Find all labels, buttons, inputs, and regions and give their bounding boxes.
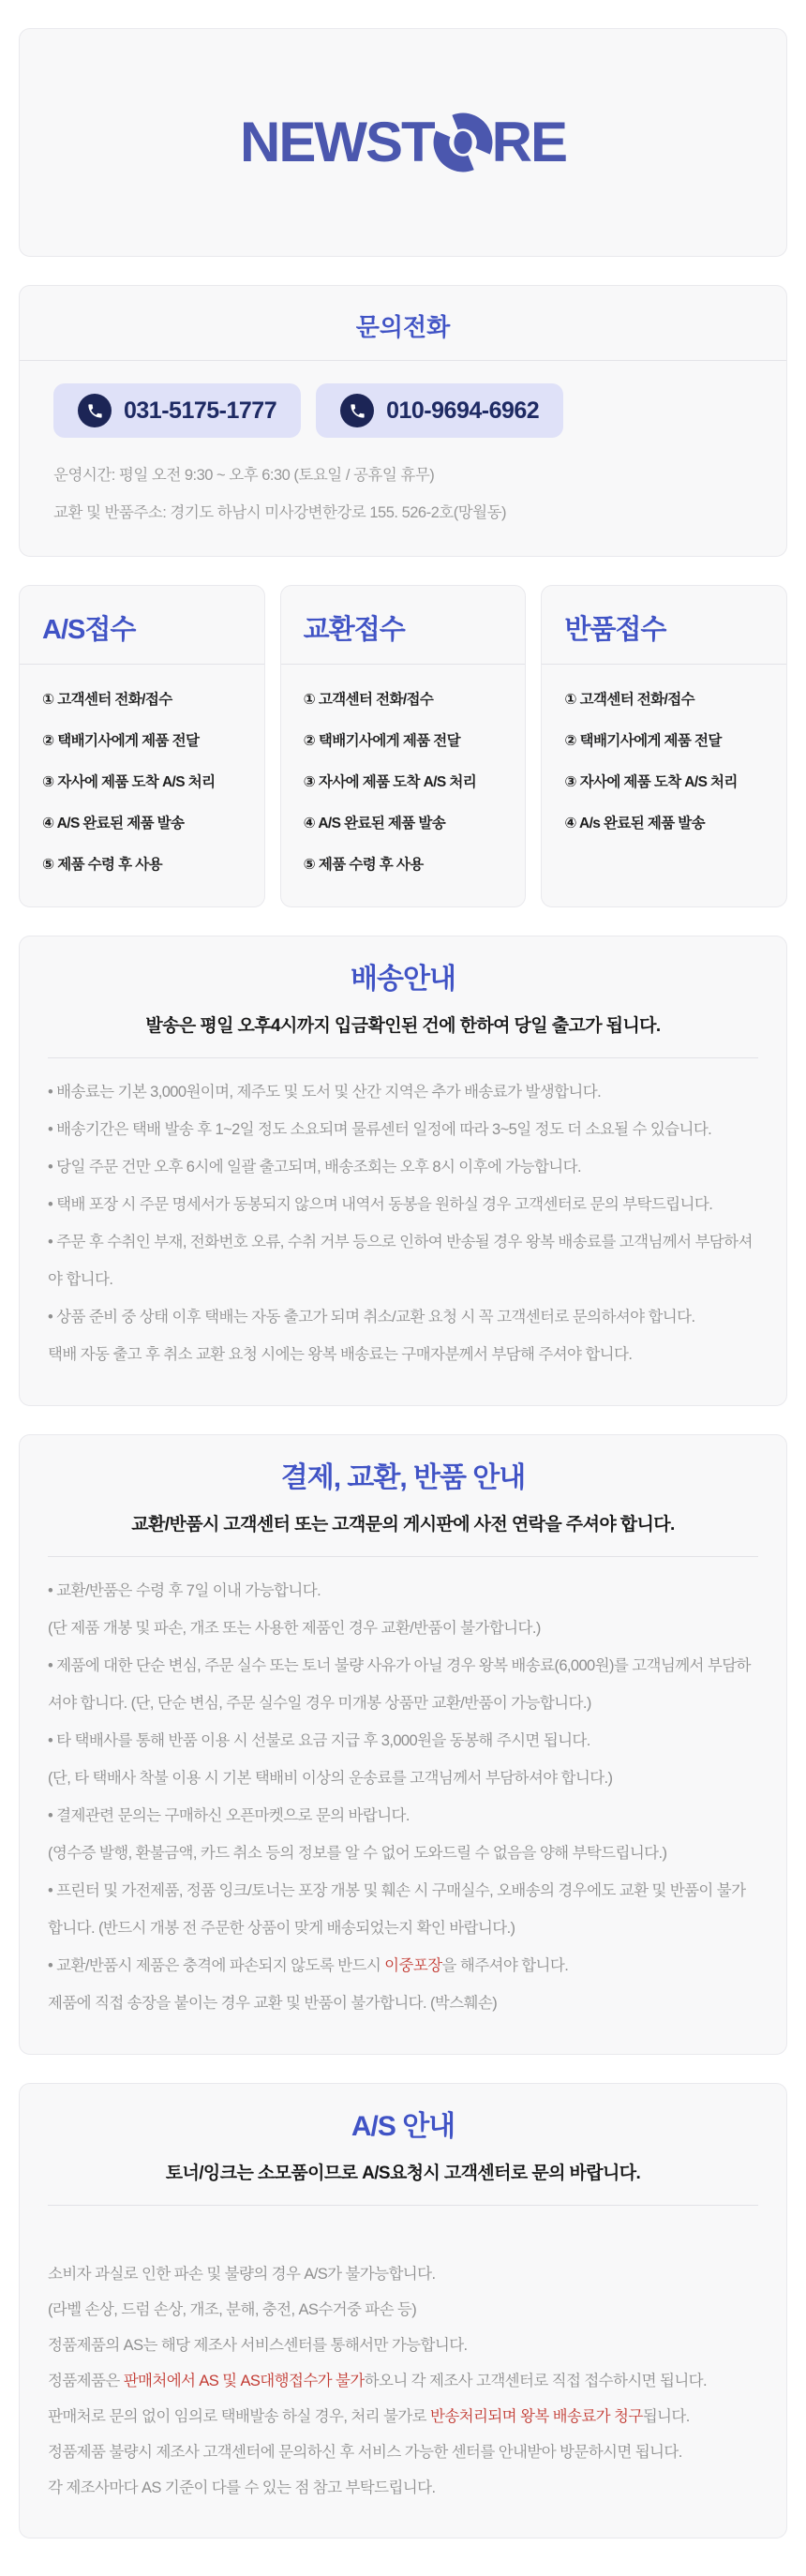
payment-guide-line: (단 제품 개봉 및 파손, 개조 또는 사용한 제품인 경우 교환/반품이 불가합니다.) (48, 1620, 541, 1637)
process-step: ④ A/S 완료된 제품 발송 (303, 816, 446, 831)
contact-body (20, 361, 786, 556)
logo-eye-o-icon (433, 112, 493, 172)
as-guide-line: 정품제품의 AS는 해당 제조사 서비스센터를 통해서만 가능합니다. (48, 2337, 468, 2354)
payment-guide-line: • 교환/반품은 수령 후 7일 이내 가능합니다. (48, 1582, 321, 1599)
payment-guide-line: • 교환/반품시 제품은 충격에 파손되지 않도록 반드시 이중포장을 해주셔야 합니다. (48, 1957, 569, 1974)
process-step: ⑤ 제품 수령 후 사용 (303, 857, 424, 873)
as-guide-card (19, 2083, 787, 2539)
as-guide-title: A/S 안내 (351, 2111, 455, 2142)
process-step: ③ 자사에 제품 도착 A/S 처리 (303, 774, 477, 790)
exchange-reception-steps (281, 665, 526, 906)
as-guide-inner (20, 2084, 786, 2538)
return-reception-title: 반품접수 (542, 586, 786, 665)
process-step: ② 택배기사에게 제품 전달 (303, 733, 461, 749)
process-step: ③ 자사에 제품 도착 A/S 처리 (42, 774, 216, 790)
as-reception-card (19, 585, 265, 907)
payment-guide-line: • 결제관련 문의는 구매하신 오픈마켓으로 문의 바랍니다. (48, 1807, 410, 1824)
payment-guide-inner (20, 1435, 786, 2054)
contact-title: 문의전화 (20, 286, 786, 361)
shipping-guide-line: • 당일 주문 건만 오후 6시에 일괄 출고되며, 배송조회는 오후 8시 이후에 가능합니다. (48, 1159, 581, 1176)
as-guide-lines (48, 2256, 758, 2506)
payment-guide-line: • 타 택배사를 통해 반품 이용 시 선불로 요금 지급 후 3,000원을 동봉해 주시면 됩니다. (48, 1732, 590, 1749)
process-step: ⑤ 제품 수령 후 사용 (42, 857, 162, 873)
as-guide-line: 각 제조사마다 AS 기준이 다를 수 있는 점 참고 부탁드립니다. (48, 2479, 436, 2496)
contact-notes (53, 457, 753, 532)
as-guide-line: 정품제품 불량시 제조사 고객센터에 문의하신 후 서비스 가능한 센터를 안내받아 방문하시면 됩니다. (48, 2444, 682, 2461)
shipping-guide-card (19, 936, 787, 1406)
shipping-guide-subtitle: 발송은 평일 오후4시까지 입금확인된 건에 한하여 당일 출고가 됩니다. (145, 1016, 661, 1036)
payment-guide-card (19, 1434, 787, 2055)
phone-button-2[interactable] (316, 383, 563, 438)
exchange-reception-title: 교환접수 (281, 586, 526, 665)
payment-guide-line: • 제품에 대한 단순 변심, 주문 실수 또는 토너 불량 사유가 아닐 경우 왕복 배송료(6,000원)를 고객님께서 부담하셔야 합니다. (단, 단순 변심, 주문 실수일 경우 미개봉 상품만 교환/반품이 가능합니다.) (48, 1657, 751, 1712)
shipping-guide-title: 배송안내 (351, 964, 455, 995)
phone-pill-row (53, 383, 753, 438)
phone-icon (78, 394, 112, 427)
process-step: ④ A/S 완료된 제품 발송 (42, 816, 185, 831)
as-guide-line: 판매처로 문의 없이 임의로 택배발송 하실 경우, 처리 불가로 반송처리되며 왕복 배송료가 청구됩니다. (48, 2408, 690, 2425)
payment-guide-lines (48, 1572, 758, 2022)
payment-guide-line: • 프린터 및 가전제품, 정품 잉크/토너는 포장 개봉 및 훼손 시 구매실수, 오배송의 경우에도 교환 및 반품이 불가합니다. (반드시 개봉 전 주문한 상품이 맞게 배송되었는지 확인 바랍니다.) (48, 1882, 746, 1937)
shipping-guide-line: • 주문 후 수취인 부재, 전화번호 오류, 수취 거부 등으로 인하여 반송될 경우 왕복 배송료를 고객님께서 부담하셔야 합니다. (48, 1234, 753, 1288)
process-cards-row (19, 585, 787, 907)
divider (48, 1057, 758, 1058)
payment-guide-title: 결제, 교환, 반품 안내 (280, 1462, 526, 1493)
shipping-guide-line: • 상품 준비 중 상태 이후 택배는 자동 출고가 되며 취소/교환 요청 시 꼭 고객센터로 문의하셔야 합니다. (48, 1309, 695, 1325)
highlight-red-text: 판매처에서 AS 및 AS대행접수가 불가 (123, 2373, 365, 2389)
highlight-red-text: 반송처리되며 왕복 배송료가 청구 (429, 2408, 643, 2425)
as-reception-steps (20, 665, 264, 906)
payment-guide-line: (영수증 발행, 환불금액, 카드 취소 등의 정보를 알 수 없어 도와드릴 수 없음을 양해 부탁드립니다.) (48, 1845, 667, 1862)
contact-note: 운영시간: 평일 오전 9:30 ~ 오후 6:30 (토요일 / 공휴일 휴무) (53, 467, 435, 484)
payment-guide-line: 제품에 직접 송장을 붙이는 경우 교환 및 반품이 불가합니다. (박스훼손) (48, 1995, 498, 2012)
payment-guide-subtitle: 교환/반품시 고객센터 또는 고객문의 게시판에 사전 연락을 주셔야 합니다. (131, 1515, 675, 1535)
process-step: ② 택배기사에게 제품 전달 (564, 733, 722, 749)
shipping-guide-inner (20, 936, 786, 1405)
newstore-logo (240, 112, 566, 172)
logo-text-right: RE (491, 111, 566, 173)
payment-guide-line: (단, 타 택배사 착불 이용 시 기본 택배비 이상의 운송료를 고객님께서 부담하셔야 합니다.) (48, 1770, 613, 1787)
shipping-guide-lines (48, 1073, 758, 1373)
return-reception-card (541, 585, 787, 907)
process-step: ② 택배기사에게 제품 전달 (42, 733, 200, 749)
as-guide-line: 소비자 과실로 인한 파손 및 불량의 경우 A/S가 불가능합니다. (48, 2266, 436, 2283)
process-step: ① 고객센터 전화/접수 (42, 692, 172, 708)
as-guide-line: 정품제품은 판매처에서 AS 및 AS대행접수가 불가하오니 각 제조사 고객센터로 직접 접수하시면 됩니다. (48, 2373, 708, 2389)
logo-card (19, 28, 787, 257)
as-guide-subtitle: 토너/잉크는 소모품이므로 A/S요청시 고객센터로 문의 바랍니다. (165, 2164, 641, 2183)
contact-note: 교환 및 반품주소: 경기도 하남시 미사강변한강로 155. 526-2호(망월동) (53, 504, 507, 521)
exchange-reception-card (280, 585, 527, 907)
shipping-guide-line: • 택배 포장 시 주문 명세서가 동봉되지 않으며 내역서 동봉을 원하실 경우 고객센터로 문의 부탁드립니다. (48, 1196, 713, 1213)
phone-number-2: 010-9694-6962 (386, 397, 540, 424)
phone-icon (340, 394, 374, 427)
return-reception-steps (542, 665, 786, 865)
process-step: ③ 자사에 제품 도착 A/S 처리 (564, 774, 738, 790)
shipping-guide-line: 택배 자동 출고 후 취소 교환 요청 시에는 왕복 배송료는 구매자분께서 부담해 주셔야 합니다. (48, 1346, 633, 1363)
phone-button-1[interactable] (53, 383, 301, 438)
divider (48, 2205, 758, 2206)
highlight-red-text: 이중포장 (384, 1957, 442, 1974)
process-step: ④ A/s 완료된 제품 발송 (564, 816, 706, 831)
as-reception-title: A/S접수 (20, 586, 264, 665)
shipping-guide-line: • 배송료는 기본 3,000원이며, 제주도 및 도서 및 산간 지역은 추가 배송료가 발생합니다. (48, 1084, 602, 1101)
divider (48, 1556, 758, 1557)
contact-card (19, 285, 787, 557)
phone-number-1: 031-5175-1777 (124, 397, 277, 424)
shipping-guide-line: • 배송기간은 택배 발송 후 1~2일 정도 소요되며 물류센터 일정에 따라 3~5일 정도 더 소요될 수 있습니다. (48, 1121, 712, 1138)
process-step: ① 고객센터 전화/접수 (564, 692, 694, 708)
as-guide-line: (라벨 손상, 드럼 손상, 개조, 분해, 충전, AS수거중 파손 등) (48, 2301, 417, 2318)
process-step: ① 고객센터 전화/접수 (303, 692, 434, 708)
logo-text-left: NEWST (239, 111, 434, 173)
